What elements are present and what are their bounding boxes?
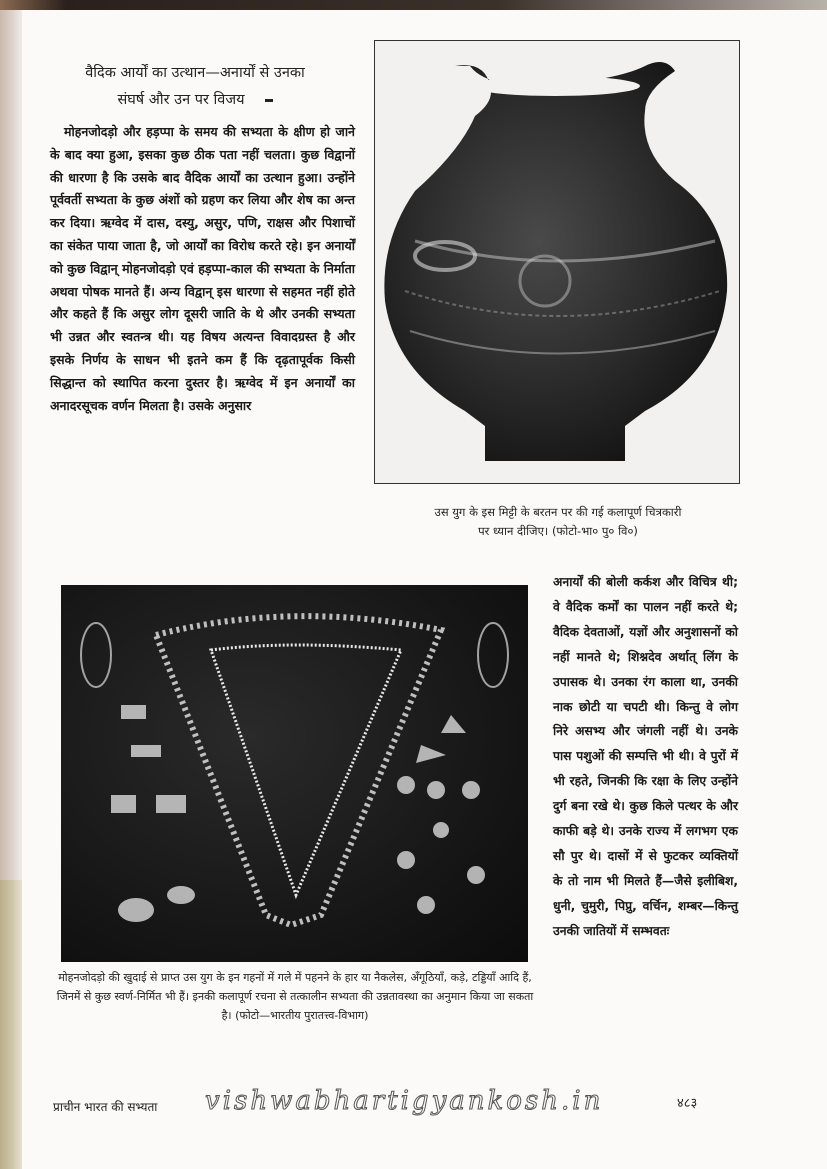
printer-mark [265,99,273,102]
section-heading-line2-text: संघर्ष और उन पर विजय [117,92,245,108]
left-column-text [50,121,355,417]
necklace-inner [211,645,401,895]
jewellery-illustration [61,585,528,962]
pot-caption-line1: उस युग के इस मिट्टी के बरतन पर की गई कलापूर्ण चित्रकारी [434,505,682,519]
book-spine-shadow-lower [0,880,24,1169]
jewellery-photograph [61,585,528,962]
watermark: vishwabhartigyankosh.in [205,1086,604,1116]
left-paragraph: मोहनजोदड़ो और हड़प्पा के समय की सभ्यता के क्षीण हो जाने के बाद क्या हुआ, इसका कुछ ठीक पता नहीं चलता। कुछ विद्वानों की धारणा है कि उसके बाद वैदिक आर्यों का उत्थान हुआ। उन्होंने पूर्ववर्ती सभ्यता के कुछ अंशों को ग्रहण कर लिया और शेष का अन्त कर दिया। ऋग्वेद में दास, दस्यु, असुर, पणि, राक्षस और पिशाचों का संकेत पाया जाता है, जो आर्यों का विरोध करते रहे। इन अनार्यों को कुछ विद्वान् मोहनजोदड़ो एवं हड़प्पा-काल की सभ्यता के निर्माता अथवा पोषक मानते हैं। अन्य विद्वान् इस धारणा से सहमत नहीं होते और कहते हैं कि असुर लोग दूसरी जाति के थे और उनकी सभ्यता भी उन्नत और स्वतन्त्र थी। यह विषय अत्यन्त विवादग्रस्त है और इसके निर्णय के साधन भी इतने कम हैं कि दृढ़तापूर्वक किसी सिद्धान्त को स्थापित करना दुस्तर है। ऋग्वेद में इन अनार्यों का अनादरसूचक वर्णन मिलता है। उसके अनुसार [50,124,355,413]
pot-caption [368,503,748,541]
jewellery-caption: मोहनजोदड़ो की खुदाई से प्राप्त उस युग के इन गहनों में गले में पहनने के हार या नैकलेस, अँगूठियाँ, कड़े, टड्डियाँ आदि हैं, जिनमें से कुछ स्वर्ण-निर्मित भी हैं। इनकी कलापूर्ण रचना से तत्कालीन सभ्यता की उन्नतावस्था का अनुमान किया जा सकता है। (फोटो—भारतीय पुरातत्त्व-विभाग) [56,971,534,1022]
right-column-text [553,570,738,944]
scan-top-edge [0,0,827,10]
page-number: ४८३ [677,1096,698,1111]
pot-photograph [374,40,740,484]
running-title: प्राचीन भारत की सभ्यता [53,1100,158,1114]
section-heading-line2 [40,87,350,114]
pot-illustration [375,41,739,483]
ornament-pieces [81,623,508,922]
section-heading-line1: वैदिक आर्यों का उत्थान—अनार्यों से उनका [85,65,305,81]
necklace-outer [156,616,441,925]
pot-caption-line2: पर ध्यान दीजिए। (फोटो-भा० पु० वि०) [478,524,638,538]
right-paragraph: अनार्यों की बोली कर्कश और विचित्र थी; वे वैदिक कर्मों का पालन नहीं करते थे; वैदिक देवताओं, यज्ञों और अनुशासनों को नहीं मानते थे; शिश्नदेव अर्थात् लिंग के उपासक थे। उनका रंग काला था, उनकी नाक छोटी या चपटी थी। किन्तु वे लोग निरे असभ्य और जंगली नहीं थे। उनके पास पशुओं की सम्पत्ति भी थी। वे पुरों में भी रहते, जिनकी कि रक्षा के लिए उन्होंने दुर्ग बना रखे थे। कुछ किले पत्थर के और काफी बड़े थे। उनके राज्य में लगभग एक सौ पुर थे। दासों में से फुटकर व्यक्तियों के तो नाम भी मिलते हैं—जैसे इलीबिश, धुनी, चुमुरी, पिप्रु, वर्चिन, शम्बर—किन्तु उनकी जातियों में सम्भवतः [553,575,738,938]
section-heading [40,60,350,114]
